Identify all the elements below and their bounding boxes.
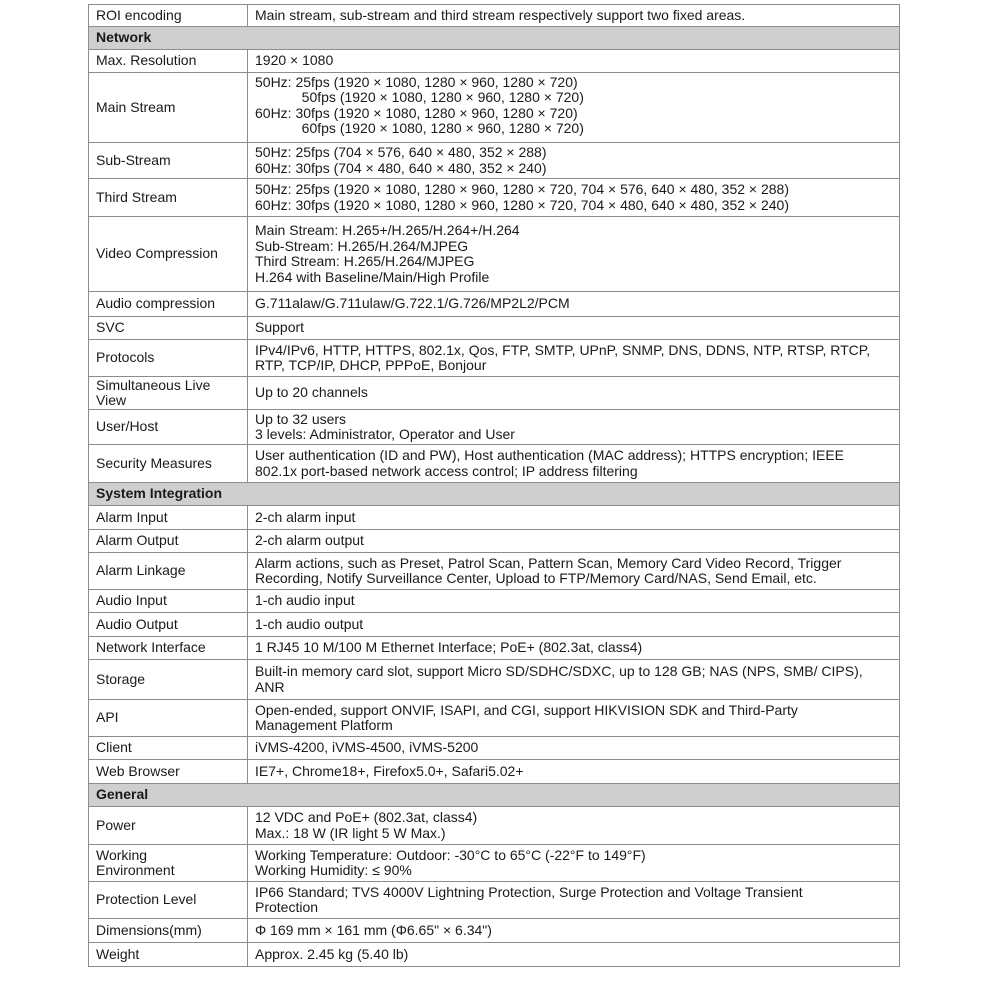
spec-value-line: Management Platform	[255, 717, 393, 733]
spec-row-main-stream	[89, 73, 900, 143]
spec-value	[248, 845, 900, 882]
spec-label	[89, 882, 248, 919]
spec-value	[248, 737, 900, 760]
spec-value-line: 60Hz: 30fps (704 × 480, 640 × 480, 352 × 240)	[255, 159, 547, 176]
spec-row-simultaneous-live-view	[89, 377, 900, 410]
spec-label	[89, 73, 248, 143]
spec-label-line: Dimensions(mm)	[96, 921, 202, 938]
spec-label-line: Sub-Stream	[96, 151, 171, 168]
spec-value-line: Main stream, sub-stream and third stream respectively support two fixed areas.	[255, 6, 746, 23]
spec-value	[248, 590, 900, 613]
spec-label-line: Max. Resolution	[96, 52, 197, 69]
spec-label	[89, 340, 248, 377]
spec-value	[248, 217, 900, 292]
spec-value-line: 50Hz: 25fps (1920 × 1080, 1280 × 960, 1280 × 720, 704 × 576, 640 × 480, 352 × 288)	[255, 181, 789, 197]
spec-label	[89, 737, 248, 760]
spec-value-line: 60fps (1920 × 1080, 1280 × 960, 1280 × 720)	[255, 120, 584, 136]
spec-row-audio-input	[89, 590, 900, 613]
spec-row-audio-output	[89, 613, 900, 637]
spec-row-video-compression	[89, 217, 900, 292]
spec-label	[89, 590, 248, 613]
spec-row-client	[89, 737, 900, 760]
spec-label	[89, 530, 248, 553]
spec-label-line: Protocols	[96, 349, 155, 366]
spec-value	[248, 943, 900, 967]
section-title: System Integration	[89, 483, 900, 506]
spec-label	[89, 845, 248, 882]
spec-value-line: Φ 169 mm × 161 mm (Φ6.65" × 6.34")	[255, 921, 492, 938]
spec-value-line: Working Humidity: ≤ 90%	[255, 862, 412, 878]
spec-label-line: Working	[96, 846, 148, 863]
spec-value-line: 50Hz: 25fps (1920 × 1080, 1280 × 960, 1280 × 720)	[255, 74, 578, 90]
spec-value-line: 50fps (1920 × 1080, 1280 × 960, 1280 × 720)	[255, 89, 584, 105]
spec-label-line: View	[96, 392, 127, 408]
spec-value	[248, 553, 900, 590]
spec-table	[88, 4, 900, 967]
spec-row-weight	[89, 943, 900, 967]
spec-value-line: iVMS-4200, iVMS-4500, iVMS-5200	[255, 739, 479, 756]
spec-row-svc	[89, 317, 900, 340]
spec-row-api	[89, 700, 900, 737]
spec-row-roi-encoding	[89, 5, 900, 27]
spec-value	[248, 340, 900, 377]
spec-label-line: Environment	[96, 862, 175, 878]
spec-row-protection-level	[89, 882, 900, 919]
spec-label-line: Protection Level	[96, 891, 197, 908]
spec-label-line: Audio compression	[96, 295, 216, 312]
spec-label	[89, 217, 248, 292]
spec-value-line: 3 levels: Administrator, Operator and User	[255, 426, 515, 442]
spec-value	[248, 73, 900, 143]
spec-value-line: IP66 Standard; TVS 4000V Lightning Protection, Surge Protection and Voltage Transient	[255, 883, 803, 900]
spec-value-line: Support	[255, 319, 305, 336]
spec-value-line: IE7+, Chrome18+, Firefox5.0+, Safari5.02+	[255, 762, 524, 779]
spec-value-line: 1 RJ45 10 M/100 M Ethernet Interface; PoE+ (802.3at, class4)	[255, 639, 643, 656]
spec-value-line: 1-ch audio input	[255, 592, 355, 609]
spec-value-line: Third Stream: H.265/H.264/MJPEG	[255, 253, 475, 269]
spec-label	[89, 919, 248, 943]
spec-value-line: Up to 32 users	[255, 410, 347, 427]
spec-value	[248, 292, 900, 317]
spec-value-line: ANR	[255, 678, 285, 695]
spec-value	[248, 807, 900, 845]
spec-value	[248, 506, 900, 530]
spec-label-line: SVC	[96, 319, 125, 336]
spec-label	[89, 553, 248, 590]
spec-value-line: 50Hz: 25fps (704 × 576, 640 × 480, 352 × 288)	[255, 144, 547, 160]
spec-row-alarm-linkage	[89, 553, 900, 590]
spec-row-network-interface	[89, 637, 900, 660]
spec-value-line: 2-ch alarm input	[255, 508, 356, 525]
spec-label	[89, 637, 248, 660]
spec-row-max-resolution	[89, 50, 900, 73]
spec-label-line: ROI encoding	[96, 6, 182, 23]
spec-value	[248, 919, 900, 943]
spec-label	[89, 445, 248, 483]
spec-value-line: Built-in memory card slot, support Micro SD/SDHC/SDXC, up to 128 GB; NAS (NPS, SMB/ CIPS),	[255, 663, 863, 679]
spec-label	[89, 143, 248, 179]
spec-row-web-browser	[89, 760, 900, 784]
spec-value-line: Working Temperature: Outdoor: -30°C to 65°C (-22°F to 149°F)	[255, 846, 646, 863]
spec-label-line: Third Stream	[96, 188, 177, 205]
spec-value-line: Protection	[255, 899, 319, 915]
spec-label-line: Web Browser	[96, 762, 180, 779]
spec-label-line: Alarm Input	[96, 508, 168, 525]
spec-label-line: Alarm Output	[96, 532, 179, 549]
spec-value-line: 1920 × 1080	[255, 52, 334, 69]
spec-label-line: API	[96, 709, 119, 726]
spec-value	[248, 179, 900, 217]
spec-label-line: Audio Input	[96, 592, 167, 609]
section-header-system-integration	[89, 483, 900, 506]
spec-value-line: User authentication (ID and PW), Host authentication (MAC address); HTTPS encryption; IEEE	[255, 447, 845, 463]
spec-label	[89, 410, 248, 445]
spec-label-line: Alarm Linkage	[96, 562, 186, 579]
spec-value	[248, 700, 900, 737]
spec-value-line: Max.: 18 W (IR light 5 W Max.)	[255, 824, 446, 841]
section-title: General	[89, 784, 900, 807]
spec-value	[248, 530, 900, 553]
spec-value-line: IPv4/IPv6, HTTP, HTTPS, 802.1x, Qos, FTP, SMTP, UPnP, SNMP, DNS, DDNS, NTP, RTSP, RTCP,	[255, 341, 871, 358]
spec-value-clip	[255, 75, 892, 141]
spec-value	[248, 317, 900, 340]
spec-row-third-stream	[89, 179, 900, 217]
spec-label	[89, 292, 248, 317]
spec-value	[248, 637, 900, 660]
section-header-network	[89, 27, 900, 50]
spec-row-power	[89, 807, 900, 845]
spec-value-line: G.711alaw/G.711ulaw/G.722.1/G.726/MP2L2/PCM	[255, 295, 570, 312]
spec-row-alarm-output	[89, 530, 900, 553]
spec-label-line: Network Interface	[96, 639, 206, 656]
section-header-general	[89, 784, 900, 807]
spec-value-line: Sub-Stream: H.265/H.264/MJPEG	[255, 237, 469, 254]
spec-value-line: Main Stream: H.265+/H.265/H.264+/H.264	[255, 222, 520, 238]
spec-row-protocols	[89, 340, 900, 377]
spec-label-line: Client	[96, 739, 132, 756]
spec-row-audio-compression	[89, 292, 900, 317]
spec-label	[89, 660, 248, 700]
spec-value-line: 802.1x port-based network access control; IP address filtering	[255, 462, 638, 479]
spec-value	[248, 50, 900, 73]
spec-value-line: 1-ch audio output	[255, 615, 364, 632]
spec-value-line: 2-ch alarm output	[255, 532, 364, 549]
spec-row-security-measures	[89, 445, 900, 483]
spec-value	[248, 882, 900, 919]
spec-value	[248, 143, 900, 179]
spec-label	[89, 5, 248, 27]
spec-row-working-environment	[89, 845, 900, 882]
spec-value	[248, 660, 900, 700]
spec-label-line: Simultaneous Live	[96, 376, 211, 393]
spec-label	[89, 317, 248, 340]
spec-label	[89, 613, 248, 637]
spec-value-line: Approx. 2.45 kg (5.40 lb)	[255, 945, 409, 962]
spec-label-line: User/Host	[96, 418, 159, 435]
spec-label-line: Security Measures	[96, 454, 212, 471]
spec-value-line: Open-ended, support ONVIF, ISAPI, and CGI, support HIKVISION SDK and Third-Party	[255, 701, 798, 718]
spec-label	[89, 700, 248, 737]
spec-value-line: Up to 20 channels	[255, 384, 368, 401]
spec-value	[248, 410, 900, 445]
spec-value-line: 60Hz: 30fps (1920 × 1080, 1280 × 960, 1280 × 720, 704 × 480, 640 × 480, 352 × 240)	[255, 196, 789, 213]
spec-value	[248, 445, 900, 483]
spec-label-line: Power	[96, 816, 136, 833]
spec-label	[89, 50, 248, 73]
spec-value-line: 12 VDC and PoE+ (802.3at, class4)	[255, 809, 478, 825]
spec-label-line: Main Stream	[96, 98, 176, 115]
spec-label	[89, 377, 248, 410]
spec-row-sub-stream	[89, 143, 900, 179]
spec-value	[248, 5, 900, 27]
spec-label-line: Video Compression	[96, 245, 218, 262]
spec-row-storage	[89, 660, 900, 700]
spec-label-line: Storage	[96, 670, 146, 687]
spec-row-dimensions-mm	[89, 919, 900, 943]
spec-label	[89, 760, 248, 784]
spec-value-line: RTP, TCP/IP, DHCP, PPPoE, Bonjour	[255, 357, 487, 373]
spec-value	[248, 613, 900, 637]
spec-value	[248, 760, 900, 784]
section-title: Network	[89, 27, 900, 50]
spec-row-user-host	[89, 410, 900, 445]
spec-label	[89, 943, 248, 967]
spec-value	[248, 377, 900, 410]
spec-label-line: Weight	[96, 945, 140, 962]
spec-label	[89, 179, 248, 217]
spec-label-line: Audio Output	[96, 615, 178, 632]
spec-value-line: Alarm actions, such as Preset, Patrol Scan, Pattern Scan, Memory Card Video Record, Trigger	[255, 554, 842, 571]
spec-label	[89, 807, 248, 845]
spec-row-alarm-input	[89, 506, 900, 530]
spec-table-body	[89, 5, 900, 967]
spec-value-line: H.264 with Baseline/Main/High Profile	[255, 268, 490, 285]
spec-value-line: Recording, Notify Surveillance Center, Upload to FTP/Memory Card/NAS, Send Email, etc.	[255, 570, 817, 586]
spec-label	[89, 506, 248, 530]
spec-value-line: 60Hz: 30fps (1920 × 1080, 1280 × 960, 1280 × 720)	[255, 104, 578, 121]
